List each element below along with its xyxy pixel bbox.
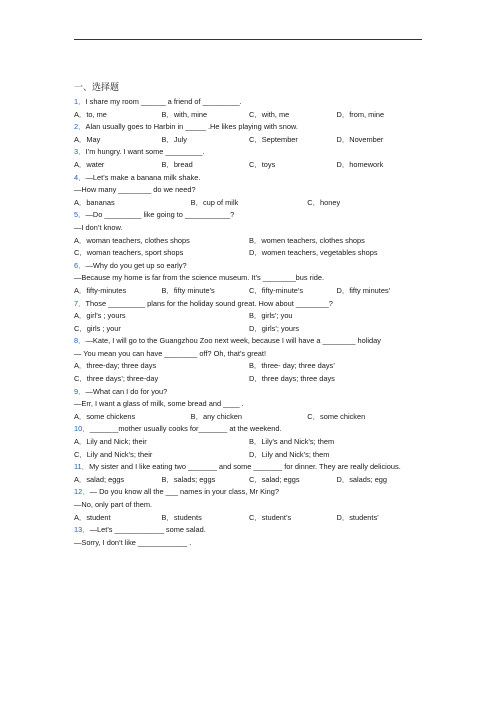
question-number: 1． <box>74 97 86 106</box>
answer-option: D．Lily and Nick’s; them <box>249 449 330 459</box>
question-text: Those _________ plans for the holiday sound great. How about ________? <box>85 298 333 308</box>
question-number: 10． <box>74 424 90 434</box>
question-stem <box>74 423 424 436</box>
question-number: 8． <box>74 336 86 346</box>
question-text: —Let’s ____________ some salad. <box>89 525 206 535</box>
question-number: 5． <box>74 210 86 220</box>
question-stem <box>74 260 424 273</box>
answer-option: B．girls’; you <box>249 311 293 321</box>
dialogue-line: — You mean you can have ________ off? Oh, that’s great! <box>74 348 267 358</box>
answer-option: A．water <box>74 159 105 169</box>
question-number: 2． <box>74 122 86 132</box>
question-text: My sister and I like eating two _______ and some _______ for dinner. They are really delicious. <box>89 462 401 472</box>
dialogue-line: —Err, I want a glass of milk, some bread and ____ . <box>74 399 244 409</box>
answer-option: A．woman teachers, clothes shops <box>74 235 190 245</box>
question-number: 6． <box>74 260 86 270</box>
options-row <box>74 323 424 336</box>
options-row <box>74 436 424 449</box>
question-stem <box>74 209 424 222</box>
answer-option: A．three-day; three days <box>74 361 157 371</box>
answer-option: A．May <box>74 134 101 144</box>
answer-option: D．women teachers, vegetables shops <box>249 248 378 258</box>
answer-option: D．students’ <box>336 512 379 522</box>
answer-option: C．girls ; your <box>74 323 121 333</box>
answer-option: B．with, mine <box>161 109 208 119</box>
question-text: —Let’s make a banana milk shake. <box>85 172 201 182</box>
question-stem <box>74 386 424 399</box>
dialogue-line: —How many ________ do we need? <box>74 185 196 195</box>
question-number: 7． <box>74 298 86 308</box>
answer-option: D．fifty minutes’ <box>336 285 391 295</box>
question-stem <box>74 146 424 159</box>
questions-container <box>74 96 424 549</box>
question-text: —What can I do for you? <box>85 386 168 396</box>
options-row <box>74 197 424 210</box>
answer-option: C．student’s <box>249 512 292 522</box>
options-row <box>74 247 424 260</box>
answer-option: B．bread <box>161 159 193 169</box>
answer-option: B．any chicken <box>190 411 242 421</box>
answer-option: D．salads; egg <box>336 474 388 484</box>
answer-option: B．July <box>161 134 187 144</box>
question-stem <box>74 172 424 185</box>
dialogue-line: —I don’t know. <box>74 222 123 232</box>
question-stem <box>74 335 424 348</box>
answer-option: C．toys <box>249 159 276 169</box>
answer-option: B．Lily’s and Nick’s; them <box>249 437 335 447</box>
options-row <box>74 411 424 424</box>
question-number: 4． <box>74 172 86 182</box>
answer-option: A．bananas <box>74 197 115 207</box>
question-text: —Kate, I will go to the Guangzhou Zoo next week, because I will have a ________ holiday <box>85 336 381 346</box>
answer-option: C．some chicken <box>307 411 366 421</box>
question-number: 11． <box>74 462 90 472</box>
answer-option: C．salad; eggs <box>249 474 300 484</box>
question-text: — Do you know all the ___ names in your class, Mr King? <box>89 487 279 497</box>
question-stem <box>74 121 424 134</box>
answer-option: C．woman teachers, sport shops <box>74 248 184 258</box>
answer-option: A．fifty-minutes <box>74 285 127 295</box>
answer-option: B．students <box>161 512 202 522</box>
answer-option: A．student <box>74 512 111 522</box>
dialogue-line: —No, only part of them. <box>74 500 153 509</box>
answer-option: C．three days’; three-day <box>74 374 159 384</box>
answer-option: B．women teachers, clothes shops <box>249 235 365 245</box>
answer-option: D．November <box>336 134 384 144</box>
question-text: Alan usually goes to Harbin in _____ .He likes playing with snow. <box>85 122 298 132</box>
options-row <box>74 109 424 122</box>
question-number: 9． <box>74 386 86 396</box>
options-row <box>74 134 424 147</box>
dialogue-line: —Sorry, I don’t like ____________ . <box>74 537 192 547</box>
question-number: 3． <box>74 147 86 157</box>
answer-option: B．salads; eggs <box>161 474 216 484</box>
options-row <box>74 449 424 462</box>
question-text: I share my room ______ a friend of _________. <box>85 97 242 106</box>
answer-option: C．fifty-minute’s <box>249 285 304 295</box>
options-row <box>74 360 424 373</box>
question-text: I’m hungry. I want some _________. <box>85 147 205 157</box>
answer-option: A．to, me <box>74 109 107 119</box>
question-stem <box>74 461 424 474</box>
answer-option: A．some chickens <box>74 411 136 421</box>
answer-option: D．homework <box>336 159 384 169</box>
options-row <box>74 310 424 323</box>
options-row <box>74 474 424 487</box>
options-row <box>74 373 424 386</box>
answer-option: A．girl’s ; yours <box>74 311 126 321</box>
answer-option: D．from, mine <box>336 109 385 119</box>
options-row <box>74 159 424 172</box>
question-list <box>74 80 424 549</box>
options-row <box>74 285 424 298</box>
question-text: —Why do you get up so early? <box>85 260 187 270</box>
options-row <box>74 235 424 248</box>
question-stem <box>74 96 424 109</box>
question-number: 12． <box>74 487 90 497</box>
answer-option: C．honey <box>307 197 341 207</box>
header-rule <box>74 39 422 40</box>
section-title: 一、选择题 <box>74 82 120 92</box>
answer-option: A．Lily and Nick; their <box>74 437 147 447</box>
question-text: —Do _________ like going to ___________? <box>85 210 235 220</box>
answer-option: B．three- day; three days’ <box>249 361 335 371</box>
answer-option: C．Lily and Nick’s; their <box>74 449 153 459</box>
question-stem <box>74 486 424 499</box>
question-text: _______mother usually cooks for_______ at the weekend. <box>89 424 282 434</box>
question-stem <box>74 524 424 537</box>
answer-option: A．salad; eggs <box>74 474 125 484</box>
options-row <box>74 512 424 525</box>
question-number: 13． <box>74 525 90 535</box>
answer-option: C．with, me <box>249 109 290 119</box>
answer-option: D．girls’; yours <box>249 323 300 333</box>
dialogue-line: —Because my home is far from the science museum. It’s ________bus ride. <box>74 273 325 283</box>
answer-option: C．September <box>249 134 298 144</box>
answer-option: B．fifty minute’s <box>161 285 215 295</box>
answer-option: D．three days; three days <box>249 374 335 384</box>
answer-option: B．cup of milk <box>190 197 239 207</box>
question-stem <box>74 298 424 311</box>
